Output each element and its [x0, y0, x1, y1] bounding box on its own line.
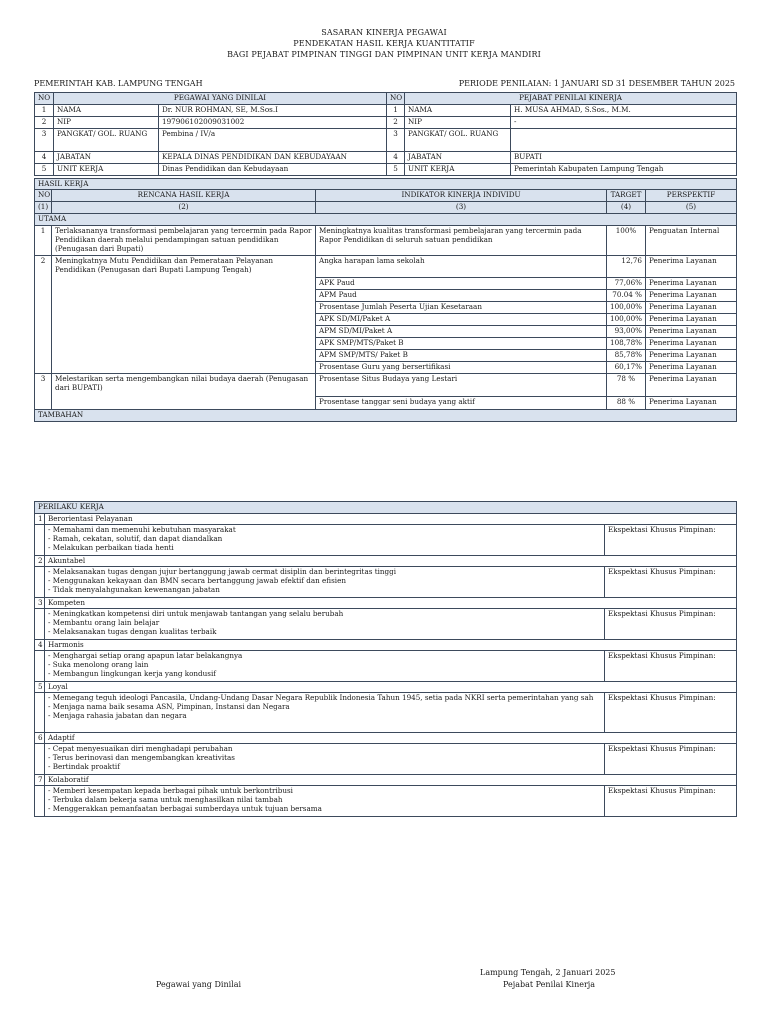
- row-no: 1: [387, 105, 405, 117]
- group-title: Harmonis: [45, 640, 737, 651]
- dinilai-nama: Dr. NUR ROHMAN, SE, M.Sos.I: [159, 105, 387, 117]
- row-no: 2: [387, 117, 405, 129]
- perspektif: Penerima Layanan: [646, 290, 737, 302]
- row-no: 4: [387, 152, 405, 164]
- row-label: JABATAN: [54, 152, 159, 164]
- table-row: [35, 256, 737, 278]
- ekspektasi-label: Ekspektasi Khusus Pimpinan:: [605, 693, 737, 733]
- row-no: 3: [387, 129, 405, 152]
- pegawai-table: [34, 92, 737, 176]
- penilai-unit-kerja: Pemerintah Kabupaten Lampung Tengah: [511, 164, 737, 176]
- perspektif: Penerima Layanan: [646, 302, 737, 314]
- group-no: 4: [35, 640, 45, 651]
- doc-title-line1: SASARAN KINERJA PEGAWAI: [321, 28, 447, 37]
- table-row: [35, 152, 737, 164]
- indikator: Angka harapan lama sekolah: [316, 256, 607, 278]
- indikator: Prosentase tanggar seni budaya yang aktif: [316, 397, 607, 410]
- target: 100,00%: [607, 314, 646, 326]
- tambahan-section: TAMBAHAN: [35, 410, 737, 422]
- table-row: [35, 374, 737, 397]
- perilaku-group: [35, 640, 737, 651]
- dinilai-pangkat: Pembina / IV/a: [159, 129, 387, 152]
- behavior-line: - Suka menolong orang lain: [48, 660, 149, 669]
- col-num-4: (4): [607, 202, 646, 214]
- rencana-hasil: Meningkatnya Mutu Pendidikan dan Pemerataan Pelayanan Pendidikan (Penugasan dari Bupati Lampung Tengah): [52, 256, 316, 374]
- row-label: NAMA: [54, 105, 159, 117]
- spacer: [35, 525, 45, 556]
- ekspektasi-label: Ekspektasi Khusus Pimpinan:: [605, 567, 737, 598]
- rencana-hasil: Melestarikan serta mengembangkan nilai budaya daerah (Penugasan dari BUPATI): [52, 374, 316, 410]
- behavior-line: - Menjaga nama baik sesama ASN, Pimpinan, Instansi dan Negara: [48, 702, 290, 711]
- indikator: APM SMP/MTS/ Paket B: [316, 350, 607, 362]
- perspektif: Penerima Layanan: [646, 256, 737, 278]
- row-label: NAMA: [405, 105, 511, 117]
- perilaku-group: [35, 682, 737, 693]
- periode-label: PERIODE PENILAIAN: 1 JANUARI SD 31 DESEMBER TAHUN 2025: [458, 79, 735, 88]
- indikator: Prosentase Jumlah Peserta Ujian Kesetaraan: [316, 302, 607, 314]
- col-num-2: (2): [52, 202, 316, 214]
- indikator: Prosentase Situs Budaya yang Lestari: [316, 374, 607, 397]
- behavior-list: [45, 567, 605, 598]
- spacer: [35, 609, 45, 640]
- col-num-1: (1): [35, 202, 52, 214]
- indikator: APK SMP/MTS/Paket B: [316, 338, 607, 350]
- target: 93,00%: [607, 326, 646, 338]
- perilaku-group: [35, 556, 737, 567]
- ekspektasi-label: Ekspektasi Khusus Pimpinan:: [605, 651, 737, 682]
- pegawai-dinilai-signature-label: Pegawai yang Dinilai: [156, 980, 242, 989]
- penilai-nama: H. MUSA AHMAD, S.Sos., M.M.: [511, 105, 737, 117]
- penilai-nip: -: [511, 117, 737, 129]
- col-no: NO: [35, 190, 52, 202]
- ekspektasi-label: Ekspektasi Khusus Pimpinan:: [605, 525, 737, 556]
- behavior-line: - Ramah, cekatan, solutif, dan dapat diandalkan: [48, 534, 223, 543]
- indikator: Meningkatnya kualitas transformasi pembelajaran yang tercermin pada Rapor Pendidikan di seluruh satuan pendidikan: [316, 226, 607, 256]
- target: 100,00%: [607, 302, 646, 314]
- perspektif: Penerima Layanan: [646, 326, 737, 338]
- perspektif: Penerima Layanan: [646, 338, 737, 350]
- pegawai-dinilai-title: PEGAWAI YANG DINILAI: [54, 93, 387, 105]
- penilai-pangkat: [511, 129, 737, 152]
- row-no: 1: [35, 105, 54, 117]
- col-rencana: RENCANA HASIL KERJA: [52, 190, 316, 202]
- dinilai-jabatan: KEPALA DINAS PENDIDIKAN DAN KEBUDAYAAN: [159, 152, 387, 164]
- target: 12,76: [607, 256, 646, 278]
- target: 100%: [607, 226, 646, 256]
- row-label: NIP: [54, 117, 159, 129]
- behavior-line: - Meningkatkan kompetensi diri untuk menjawab tantangan yang selalu berubah: [48, 609, 344, 618]
- perspektif: Penerima Layanan: [646, 350, 737, 362]
- pejabat-penilai-title: PEJABAT PENILAI KINERJA: [405, 93, 737, 105]
- row-no: 5: [35, 164, 54, 176]
- group-no: 1: [35, 514, 45, 525]
- perilaku-group: [35, 775, 737, 786]
- spacer: [35, 693, 45, 733]
- behavior-list: [45, 693, 605, 733]
- target: 88 %: [607, 397, 646, 410]
- group-no: 2: [35, 556, 45, 567]
- dinilai-unit-kerja: Dinas Pendidikan dan Kebudayaan: [159, 164, 387, 176]
- col-indikator: INDIKATOR KINERJA INDIVIDU: [316, 190, 607, 202]
- behavior-list: [45, 786, 605, 817]
- behavior-line: - Menggunakan kekayaan dan BMN secara bertanggung jawab efektif dan efisien: [48, 576, 346, 585]
- perspektif: Penerima Layanan: [646, 374, 737, 397]
- indikator: APK Paud: [316, 278, 607, 290]
- ekspektasi-label: Ekspektasi Khusus Pimpinan:: [605, 786, 737, 817]
- behavior-list: [45, 525, 605, 556]
- behavior-list: [45, 609, 605, 640]
- col-num-3: (3): [316, 202, 607, 214]
- table-row: [35, 226, 737, 256]
- perilaku-group: [35, 598, 737, 609]
- spacer: [35, 651, 45, 682]
- behavior-line: - Cepat menyesuaikan diri menghadapi perubahan: [48, 744, 233, 753]
- group-title: Kompeten: [45, 598, 737, 609]
- doc-title-line2: PENDEKATAN HASIL KERJA KUANTITATIF: [293, 39, 475, 48]
- perilaku-section: PERILAKU KERJA: [35, 502, 737, 514]
- col-no-penilai: NO: [387, 93, 405, 105]
- spacer: [35, 744, 45, 775]
- target: 77,06%: [607, 278, 646, 290]
- group-title: Adaptif: [45, 733, 737, 744]
- table-row: [35, 164, 737, 176]
- perspektif: Penerima Layanan: [646, 397, 737, 410]
- row-label: NIP: [405, 117, 511, 129]
- col-perspektif: PERSPEKTIF: [646, 190, 737, 202]
- indikator: APK SD/MI/Paket A: [316, 314, 607, 326]
- target: 70.04 %: [607, 290, 646, 302]
- col-target: TARGET: [607, 190, 646, 202]
- target: 60,17%: [607, 362, 646, 374]
- behavior-line: - Memegang teguh ideologi Pancasila, Undang-Undang Dasar Negara Republik Indonesia Tahun 1945, setia pada NKRI serta pemerintahan yang sah: [48, 693, 594, 702]
- behavior-line: - Terbuka dalam bekerja sama untuk menghasilkan nilai tambah: [48, 795, 283, 804]
- row-label: UNIT KERJA: [405, 164, 511, 176]
- row-no: 5: [387, 164, 405, 176]
- behavior-line: - Memberi kesempatan kepada berbagai pihak untuk berkontribusi: [48, 786, 293, 795]
- spacer: [35, 567, 45, 598]
- spacer: [35, 786, 45, 817]
- hasil-kerja-table: [34, 178, 737, 422]
- behavior-line: - Terus berinovasi dan mengembangkan kreativitas: [48, 753, 235, 762]
- rencana-hasil: Terlaksananya transformasi pembelajaran yang tercermin pada Rapor Pendidikan daerah melalui pendampingan satuan pendidikan (Penugasan dari Bupati): [52, 226, 316, 256]
- table-row: [35, 129, 737, 152]
- penilai-jabatan: BUPATI: [511, 152, 737, 164]
- row-no: 1: [35, 226, 52, 256]
- group-no: 3: [35, 598, 45, 609]
- behavior-list: [45, 651, 605, 682]
- behavior-line: - Membantu orang lain belajar: [48, 618, 160, 627]
- behavior-line: - Menjaga rahasia jabatan dan negara: [48, 711, 187, 720]
- col-num-5: (5): [646, 202, 737, 214]
- row-no: 4: [35, 152, 54, 164]
- group-title: Berorientasi Pelayanan: [45, 514, 737, 525]
- indikator: APM Paud: [316, 290, 607, 302]
- target: 108,78%: [607, 338, 646, 350]
- col-no-dinilai: NO: [35, 93, 54, 105]
- group-no: 6: [35, 733, 45, 744]
- place-date: Lampung Tengah, 2 Januari 2025: [480, 968, 616, 977]
- row-no: 3: [35, 129, 54, 152]
- pejabat-penilai-signature-label: Pejabat Penilai Kinerja: [503, 980, 596, 989]
- row-no: 3: [35, 374, 52, 410]
- instansi-label: PEMERINTAH KAB. LAMPUNG TENGAH: [34, 79, 203, 88]
- perspektif: Penguatan Internal: [646, 226, 737, 256]
- row-label: JABATAN: [405, 152, 511, 164]
- indikator: APM SD/MI/Paket A: [316, 326, 607, 338]
- perilaku-group: [35, 514, 737, 525]
- row-label: PANGKAT/ GOL. RUANG: [54, 129, 159, 152]
- group-title: Akuntabel: [45, 556, 737, 567]
- table-row: [35, 117, 737, 129]
- row-no: 2: [35, 256, 52, 374]
- behavior-line: - Melaksanakan tugas dengan kualitas terbaik: [48, 627, 217, 636]
- behavior-line: - Menghargai setiap orang apapun latar belakangnya: [48, 651, 243, 660]
- behavior-line: - Melakukan perbaikan tiada henti: [48, 543, 174, 552]
- behavior-line: - Memahami dan memenuhi kebutuhan masyarakat: [48, 525, 236, 534]
- behavior-line: - Menggerakkan pemanfaatan berbagai sumberdaya untuk tujuan bersama: [48, 804, 322, 813]
- group-title: Kolaboratif: [45, 775, 737, 786]
- row-label: PANGKAT/ GOL. RUANG: [405, 129, 511, 152]
- row-no: 2: [35, 117, 54, 129]
- behavior-line: - Bertindak proaktif: [48, 762, 120, 771]
- dinilai-nip: 197906102009031002: [159, 117, 387, 129]
- hasil-kerja-section: HASIL KERJA: [35, 179, 737, 190]
- perilaku-kerja-table: [34, 501, 737, 817]
- perspektif: Penerima Layanan: [646, 314, 737, 326]
- utama-section: UTAMA: [35, 214, 737, 226]
- target: 78 %: [607, 374, 646, 397]
- behavior-line: - Melaksanakan tugas dengan jujur bertanggung jawab cermat disiplin dan berintegritas tinggi: [48, 567, 397, 576]
- perilaku-group: [35, 733, 737, 744]
- group-no: 7: [35, 775, 45, 786]
- perspektif: Penerima Layanan: [646, 278, 737, 290]
- ekspektasi-label: Ekspektasi Khusus Pimpinan:: [605, 744, 737, 775]
- perspektif: Penerima Layanan: [646, 362, 737, 374]
- row-label: UNIT KERJA: [54, 164, 159, 176]
- indikator: Prosentase Guru yang bersertifikasi: [316, 362, 607, 374]
- group-title: Loyal: [45, 682, 737, 693]
- target: 85,78%: [607, 350, 646, 362]
- group-no: 5: [35, 682, 45, 693]
- behavior-list: [45, 744, 605, 775]
- doc-title-line3: BAGI PEJABAT PIMPINAN TINGGI DAN PIMPINAN UNIT KERJA MANDIRI: [227, 50, 541, 59]
- ekspektasi-label: Ekspektasi Khusus Pimpinan:: [605, 609, 737, 640]
- behavior-line: - Tidak menyalahgunakan kewenangan jabatan: [48, 585, 220, 594]
- table-row: [35, 105, 737, 117]
- behavior-line: - Membangun lingkungan kerja yang kondusif: [48, 669, 216, 678]
